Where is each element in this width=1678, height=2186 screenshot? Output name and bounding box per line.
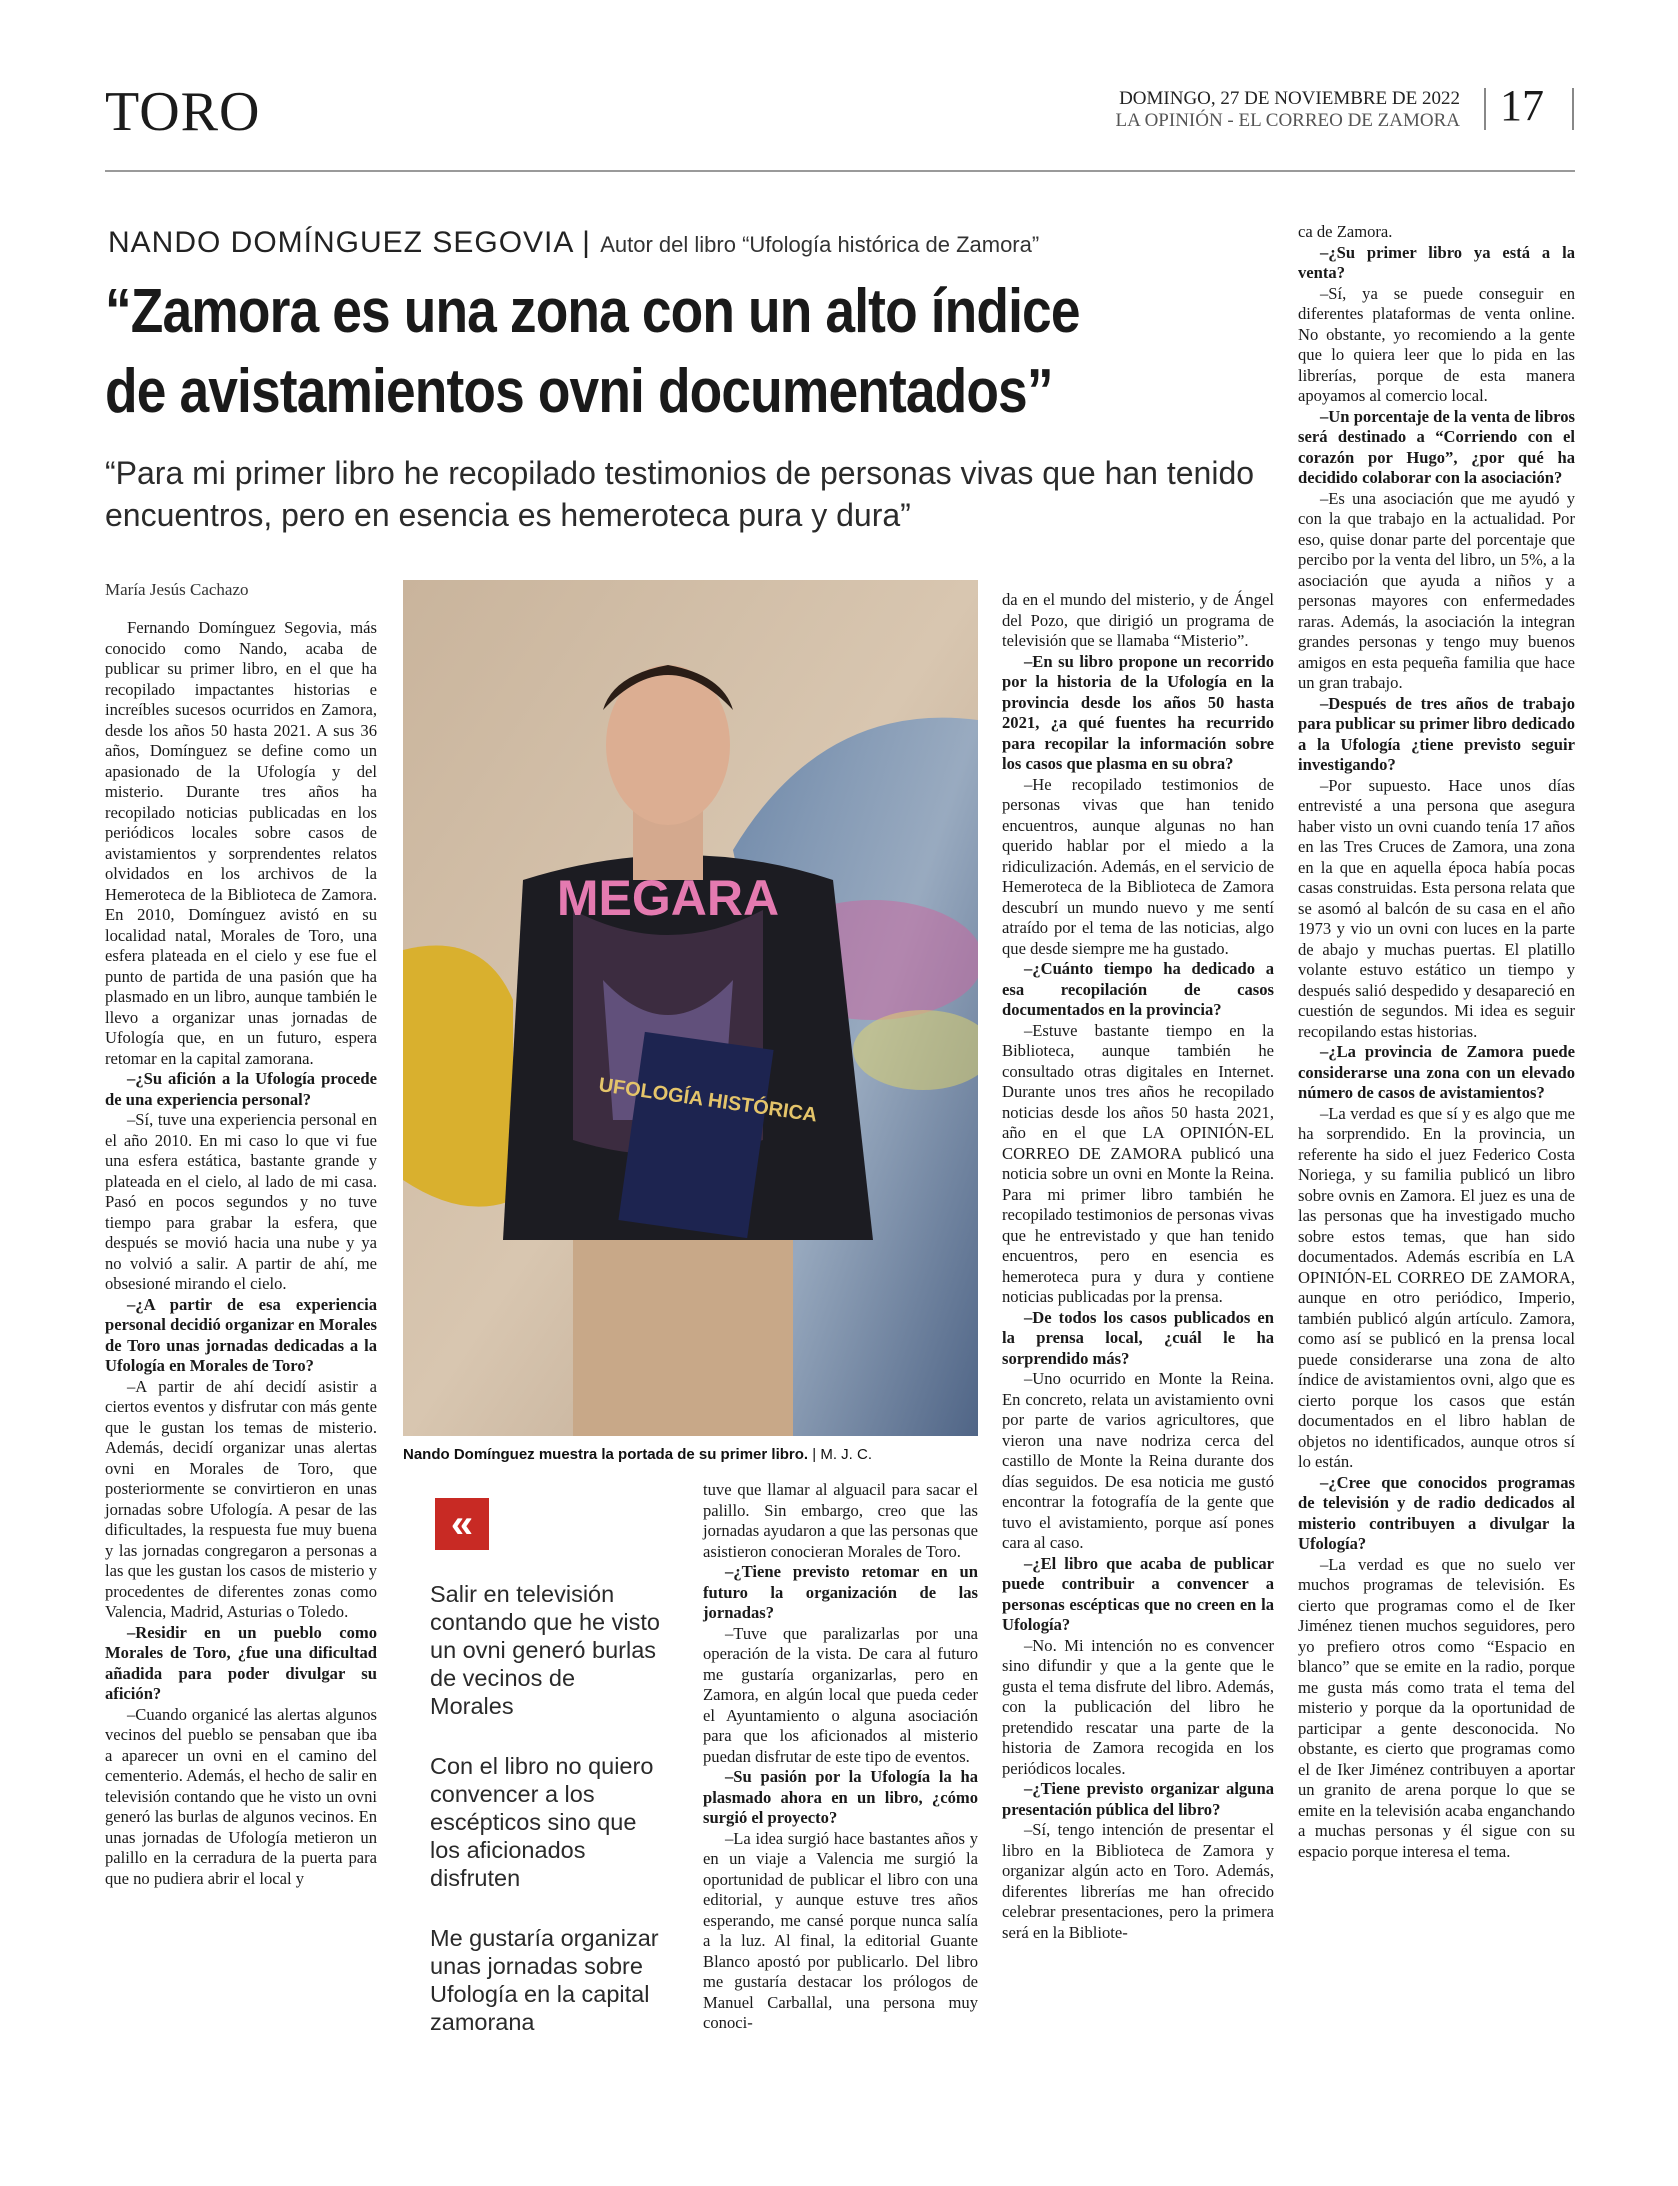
photo-credit: M. J. C.: [820, 1446, 872, 1463]
question: –¿Tiene previsto retomar en un futuro la organización de las jornadas?: [703, 1562, 978, 1622]
question: –¿Su afición a la Ufología procede de una experiencia personal?: [105, 1069, 377, 1109]
article-column-1: [105, 618, 377, 1889]
answer: –La verdad es que sí y es algo que me ha sorprendido. En la provincia, un referente ha sido el juez Federico Costa Noriega, y su familia publicó un libro sobre ovnis en Zamora. El juez es una de las personas que ha investigado mucho sobre estos temas, que han sido documentados. Además escribía en LA OPINIÓN-EL CORREO DE ZAMORA, aunque en otro periódico, Imperio, también publicó algún artículo. Zamora, como así se publicó en la prensa local puede considerarse una zona de alto índice de avistamientos ovni, algo que es cierto porque los casos que están documentados en el libro hablan de objetos no identificados, aunque otros sí lo están.: [1298, 1103, 1575, 1471]
paragraph: ca de Zamora.: [1298, 222, 1393, 241]
interviewee-byline: [108, 226, 1039, 260]
subheadline: “Para mi primer libro he recopilado testimonios de personas vivas que han tenido encuentros, pero en esencia es hemeroteca pura y dura”: [105, 455, 1255, 533]
article-column-4: [1298, 222, 1575, 1862]
question: –¿Cree que conocidos programas de televisión y de radio dedicados al misterio contribuyen a divulgar la Ufología?: [1298, 1472, 1575, 1553]
answer: –Uno ocurrido en Monte la Reina. En concreto, relata un avistamiento ovni por parte de varios agricultores, que vieron una nave nodriza cerca del castillo de Monte la Reina durante dos días seguidos. De esa noticia me gustó encontrar la fotografía de la gente que tuvo el avistamiento, porque así pones cara al caso.: [1002, 1369, 1274, 1552]
answer: –La verdad es que no suelo ver muchos programas de televisión. Es cierto que programas como el de Iker Jiménez tienen muchos seguidores, pero yo prefiero otros como “Espacio en blanco” que se emite en la radio, porque me gusta más como trata el tema del misterio y porque da la oportunidad de participar a gente desconocida. No obstante, es cierto que programas como el de Iker Jiménez contribuyen a aportar un granito de arena porque lo que se emite en la televisión acaba enganchando a muchas personas y él sigue con su espacio porque interesa el tema.: [1298, 1554, 1575, 1861]
answer: –Cuando organicé las alertas algunos vecinos del pueblo se pensaban que iba a aparecer un ovni en el camino del cementerio. Además, el hecho de salir en televisión contando que he visto un ovni generó las burlas de algunos vecinos. En unas jornadas de Ufología metieron un palillo en la cerradura de la puerta para que no pudiera abrir el local y: [105, 1704, 377, 1888]
section-title: TORO: [105, 81, 261, 143]
photo-caption: [403, 1446, 872, 1463]
photo-illustration: [403, 580, 978, 1436]
quote-icon: «: [435, 1498, 489, 1550]
caption-separator: |: [812, 1446, 821, 1463]
question: –Residir en un pueblo como Morales de Toro, ¿fue una dificultad añadida para poder divulgar su afición?: [105, 1622, 377, 1703]
answer: –Tuve que paralizarlas por una operación de la vista. De cara al futuro me gustaría organizarlas, pero en Zamora, en algún local que pueda ceder el Ayuntamiento o alguna asociación para que los aficionados al misterio puedan disfrutar de este tipo de eventos.: [703, 1623, 978, 1766]
headline-line-2: de avistamientos ovni documentados”: [105, 357, 1053, 426]
paragraph: Fernando Domínguez Segovia, más conocido como Nando, acaba de publicar su primer libro, en el que ha recopilado impactantes historias e increíbles sucesos ocurridos en Zamora, desde los años 50 hasta 2021. A sus 36 años, Domínguez se define como un apasionado de la Ufología y del misterio. Durante tres años ha recopilado noticias publicadas en los periódicos locales sobre casos de avistamientos y sorprendentes relatos olvidados en los archivos de la Hemeroteca de la Biblioteca de Zamora. En 2010, Domínguez avistó en su localidad natal, Morales de Toro, una esfera plateada en el cielo y ese fue el punto de partida de una pasión que ha plasmado en un libro, aunque también le llevo a organizar unas jornadas de Ufología que, en un futuro, espera retomar en la capital zamorana.: [105, 618, 377, 1068]
publication-name: LA OPINIÓN - EL CORREO DE ZAMORA: [1115, 110, 1460, 131]
pullquote-3: Me gustaría organizar unas jornadas sobre Ufología en la capital zamorana: [430, 1925, 659, 2035]
question: –Un porcentaje de la venta de libros será destinado a “Corriendo con el corazón por Hugo”, ¿por qué ha decidido colaborar con la asociación?: [1298, 406, 1575, 487]
header-divider-right: [1572, 88, 1574, 130]
answer: –No. Mi intención no es convencer sino difundir y que a la gente que le gusta el tema disfrute del libro. Además, con la publicación del libro he pretendido rescatar una parte de la historia de Zamora recogida en los periódicos locales.: [1002, 1635, 1274, 1778]
interviewee-role: Autor del libro “Ufología histórica de Zamora”: [600, 232, 1040, 257]
answer: –La idea surgió hace bastantes años y en un viaje a Valencia me surgió la oportunidad de publicar el libro con una editorial, y aunque estuve tres años esperando, me cansé porque nunca salía a la luz. Al final, la editorial Guante Blanco apostó por publicarlo. Del libro me gustaría destacar los prólogos de Manuel Carballal, una persona muy conoci-: [703, 1828, 978, 2032]
shirt-text: MEGARA: [556, 870, 780, 926]
dateline: [1116, 88, 1460, 132]
question: –¿Tiene previsto organizar alguna presentación pública del libro?: [1002, 1779, 1274, 1819]
question: –De todos los casos publicados en la prensa local, ¿cuál le ha sorprendido más?: [1002, 1307, 1274, 1368]
pullquote-2: Con el libro no quiero convencer a los escépticos sino que los aficionados disfruten: [430, 1753, 654, 1891]
answer: –Por supuesto. Hace unos días entrevisté a una persona que asegura haber visto un ovni cuando tenía 17 años en las Tres Cruces de Zamora, una zona en la que en aquella época había pocas casas construidas. Esta persona relata que se asomó al balcón de su casa en el año 1973 y vio un ovni con luces en la parte de abajo y muchas puertas. El platillo volante estuvo estático un tiempo y después salió despedido y desapareció en cuestión de segundos. Mi idea es seguir recopilando estas historias.: [1298, 775, 1575, 1041]
article-column-2: [703, 1480, 978, 2034]
author-name: María Jesús Cachazo: [105, 580, 249, 599]
answer: –He recopilado testimonios de personas vivas que han tenido encuentros, aunque algunas no han querido hablar por el miedo a la ridiculización. Además, en el servicio de Hemeroteca de la Biblioteca de Zamora descubrí un mundo nuevo y me sentí atraído por el tema de las noticias, algo que desde siempre me ha gustado.: [1002, 774, 1274, 958]
question: –En su libro propone un recorrido por la historia de la Ufología en la provincia desde los años 50 hasta 2021, ¿a qué fuentes ha recurrido para recopilar la información sobre los casos que plasma en su obra?: [1002, 651, 1274, 773]
article-column-3: [1002, 590, 1274, 1943]
caption-text: Nando Domínguez muestra la portada de su primer libro.: [403, 1446, 809, 1463]
answer: –A partir de ahí decidí asistir a ciertos eventos y disfrutar con más gente que le gustan los temas de misterio. Además, decidí organizar unas alertas ovni en Morales de Toro, que posteriormente se convirtieron en unas jornadas sobre Ufología. A pesar de las dificultades, la respuesta fue muy buena y las jornadas congregaron a personas a las que les gustan los casos de misterio y procedentes de diferentes zonas como Valencia, Madrid, Asturias o Toledo.: [105, 1376, 377, 1621]
question: –Después de tres años de trabajo para publicar su primer libro dedicado a la Ufología ¿tiene previsto seguir investigando?: [1298, 693, 1575, 774]
page-number: 17: [1500, 81, 1544, 130]
answer: –Es una asociación que me ayudó y con la que trabajo en la actualidad. Por eso, quise donar parte del porcentaje que percibo por la venta del libro, un 5%, a la asociación que ayuda a niños y a personas mayores con enfermedades raras. Además, la asociación la integran grandes personas y tengo muy buenos amigos en esta pequeña familia que hace un gran trabajo.: [1298, 488, 1575, 692]
article-photo: [403, 580, 978, 1436]
book-title: UFOLOGÍA HISTÓRICA: [597, 1074, 819, 1127]
header-rule: [105, 170, 1575, 172]
interviewee-name: NANDO DOMÍNGUEZ SEGOVIA: [108, 226, 573, 259]
paragraph: tuve que llamar al alguacil para sacar el palillo. Sin embargo, creo que las jornadas ayudaron a que las personas que asistieron conocieran Morales de Toro.: [703, 1480, 978, 1561]
answer: –Sí, ya se puede conseguir en diferentes plataformas de venta online. No obstante, yo recomiendo a la gente que lo quiera leer que lo pida en las librerías, porque de esta manera apoyamos al comercio local.: [1298, 283, 1575, 405]
question: –¿Su primer libro ya está a la venta?: [1298, 242, 1575, 282]
issue-date: DOMINGO, 27 DE NOVIEMBRE DE 2022: [1119, 88, 1460, 109]
pullquote-1: Salir en televisión contando que he visto un ovni generó burlas de vecinos de Morales: [430, 1581, 660, 1719]
headline-line-1: “Zamora es una zona con un alto índice: [105, 277, 1080, 346]
question: –¿El libro que acaba de publicar puede contribuir a convencer a personas escépticas que no creen en la Ufología?: [1002, 1553, 1274, 1634]
question: –¿Cuánto tiempo ha dedicado a esa recopilación de casos documentados en la provincia?: [1002, 959, 1274, 1019]
answer: –Sí, tuve una experiencia personal en el año 2010. En mi caso lo que vi fue una esfera estática, bastante grande y plateada en el cielo, al lado de mi casa. Pasó en pocos segundos y no tuve tiempo para grabar la esfera, que después se movió hacia una nube y ya no volvió a salir. A partir de ahí, me obsesioné mirando el cielo.: [105, 1110, 377, 1293]
question: –¿A partir de esa experiencia personal decidió organizar en Morales de Toro unas jornadas dedicadas a la Ufología en Morales de Toro?: [105, 1294, 377, 1375]
answer: –Sí, tengo intención de presentar el libro en la Biblioteca de Zamora y organizar algún acto en Toro. Además, diferentes librerías me han ofrecido celebrar presentaciones, pero la primera será en la Bibliote-: [1002, 1820, 1274, 1942]
header-divider: [1484, 88, 1486, 130]
question: –Su pasión por la Ufología la ha plasmado ahora en un libro, ¿cómo surgió el proyecto?: [703, 1767, 978, 1827]
paragraph: da en el mundo del misterio, y de Ángel del Pozo, que dirigió un programa de televisión que se llamaba “Misterio”.: [1002, 590, 1274, 650]
headline: [105, 272, 1120, 432]
byline-separator: |: [582, 226, 601, 259]
answer: –Estuve bastante tiempo en la Biblioteca, aunque también he consultado otras digitales en Internet. Durante unos tres años he recopilado noticias desde los años 50 hasta 2021, año en el que LA OPINIÓN-EL CORREO DE ZAMORA publicó una noticia sobre un ovni en Monte la Reina. Para mi primer libro también he recopilado testimonios de personas vivas que he entrevistado y que han tenido encuentros, pero en esencia es hemeroteca pura y dura y contiene noticias publicadas por la prensa.: [1002, 1020, 1274, 1306]
question: –¿La provincia de Zamora puede considerarse una zona con un elevado número de casos de avistamientos?: [1298, 1042, 1575, 1102]
